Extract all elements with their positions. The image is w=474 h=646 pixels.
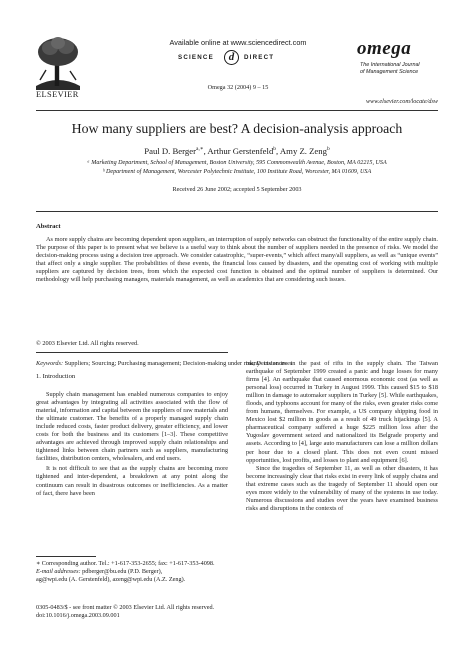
corresponding-author-footnote: ∗ Corresponding author. Tel.: +1-617-353-2655; fax: +1-617-353-4098. E-mail addresses: pdberger@bu.edu (P.D. Berger), ag@wpi.edu (A. Gerstenfeld), azeng@wpi.edu (A.Z. Zeng).: [36, 560, 228, 584]
journal-citation: Omega 32 (2004) 9 – 15: [207, 84, 269, 91]
abstract-top-divider: [36, 211, 438, 212]
available-online-text[interactable]: Available online at www.sciencedirect.com: [169, 38, 307, 47]
right-column: [246, 360, 438, 513]
sciencedirect-mark-icon: d: [224, 50, 239, 65]
journal-logo: omega: [357, 38, 412, 59]
paragraph: Since the tragedies of September 11, as well as other disasters, it has become increasingly clear that risks exist in every link of supply chains and that extreme cases such as the tragedy of September 11 should open our eyes more widely to the vulnerability of many of the systems in use today. Numerous discussions and studies over the years have examined business risks and disruptions in the contexts of: [246, 464, 438, 512]
author-name: , Arthur Gerstenfeld: [203, 146, 274, 156]
sciencedirect-logo: SCIENCE d DIRECT: [178, 51, 275, 63]
footnote-divider: [36, 556, 96, 557]
header-divider: [36, 110, 438, 111]
journal-url-link[interactable]: www.elsevier.com/locate/dsw: [365, 98, 438, 105]
received-dates: Received 26 June 2002; accepted 5 September 2003: [172, 186, 302, 193]
left-column: [36, 391, 228, 498]
paragraph: Supply chain management has enabled numerous companies to enjoy great advantages by integrating all activities associated with the flow of material, information and capital between the suppliers of raw materials and the ultimate customer. The benefits of a properly managed supply chain include reduced costs, faster product delivery, greater efficiency, and lower costs for both the business and its customers [1–3]. These competitive advantages are achieved through improved supply chain relationships and tightened links between chain partners such as suppliers, manufacturing facilities, distribution centers, wholesalers, and end users.: [36, 391, 228, 463]
journal-subtitle: The International Journal of Management Science: [360, 62, 420, 75]
author-list: Paul D. Berger$^{a,∗}$, Arthur Gerstenfeld$^b$, Amy Z. Zeng$^b$: [144, 146, 330, 156]
author-name: Paul D. Berger: [144, 146, 196, 156]
abstract-heading: Abstract: [36, 223, 61, 230]
elsevier-tree-logo: [32, 34, 84, 92]
abstract-copyright: © 2003 Elsevier Ltd. All rights reserved.: [36, 340, 139, 347]
email-link[interactable]: ag@wpi.edu (A. Gerstenfeld), azeng@wpi.edu (A.Z. Zeng).: [36, 576, 186, 583]
author-name: , Amy Z. Zeng: [276, 146, 327, 156]
abstract-text: As more supply chains are becoming dependent upon suppliers, an interruption of supply networks can obstruct the functionality of the entire supply chain. The purpose of this paper is to present what we believe is a useful way to think about the number of suppliers needed in the presence of risks. We model the decision-making process using a decision tree approach. We consider catastrophic, “super-events,” which affect many/all suppliers, as well as “unique events” that affect only a single supplier. The probabilities of these events, the financial loss caused by disasters, and the operating cost of working with multiple suppliers are captured by decision trees, from which the expected cost function is obtained and the optimal number of suppliers is determined. Our methodology will help purchasing managers, materials management, as well as academics that are considering such issues.: [36, 236, 438, 284]
article-title: How many suppliers are best? A decision-analysis approach: [71, 121, 403, 136]
affiliation-b: ᵇ Department of Management, Worcester Polytechnic Institute, 100 Institute Road, Worcester, MA 01609, USA: [102, 169, 372, 175]
page-footer: 0305-0483/$ - see front matter © 2003 Elsevier Ltd. All rights reserved. doi:10.1016/j.omega.2003.09.001: [36, 604, 336, 620]
affiliation-a: ᵃ Marketing Department, School of Management, Boston University, 595 Commonwealth Avenue, Boston, MA 02215, USA: [87, 160, 387, 166]
keywords: Keywords: Suppliers; Sourcing; Purchasing management; Decision-making under risk; Decision trees: [36, 360, 293, 367]
email-link[interactable]: pdberger@bu.edu (P.D. Berger),: [80, 568, 163, 575]
paragraph: It is not difficult to see that as the supply chains are becoming more tightened and inter-dependent, a breakdown at any point along the continuum can result in disastrous outcomes or inefficiencies. As a matter of fact, there have been: [36, 465, 228, 497]
paragraph: many instances in the past of rifts in the supply chain. The Taiwan earthquake of September 1999 created a panic and huge losses for many firms [4]. An earthquake that caused enormous economic cost (as well as personal loss) occurred in Turkey in August 1999. This caused $15 to $18 million in damage to automaker suppliers in Turkey [5]. While earthquakes, floods, and typhoons account for many of the risks, even greater risks come from humans, themselves. For example, a US company shipping food in Mexico lost $2 million in goods as a result of 49 truck hijackings [5]. A pharmaceutical company suffered a huge $225 million loss after the Yugoslav government seized and nationalized its Belgrade property and assets. According to [4], large auto manufacturers can lose a million dollars per hour due to a closed plant. This does not even count missed opportunities, lost profits, and losses to plant and equipment [6].: [246, 360, 438, 464]
keywords-divider: [36, 352, 228, 353]
doi-link[interactable]: doi:10.1016/j.omega.2003.09.001: [36, 612, 120, 619]
section-heading-introduction: 1. Introduction: [36, 373, 76, 380]
publisher-name: ELSEVIER: [36, 90, 79, 99]
